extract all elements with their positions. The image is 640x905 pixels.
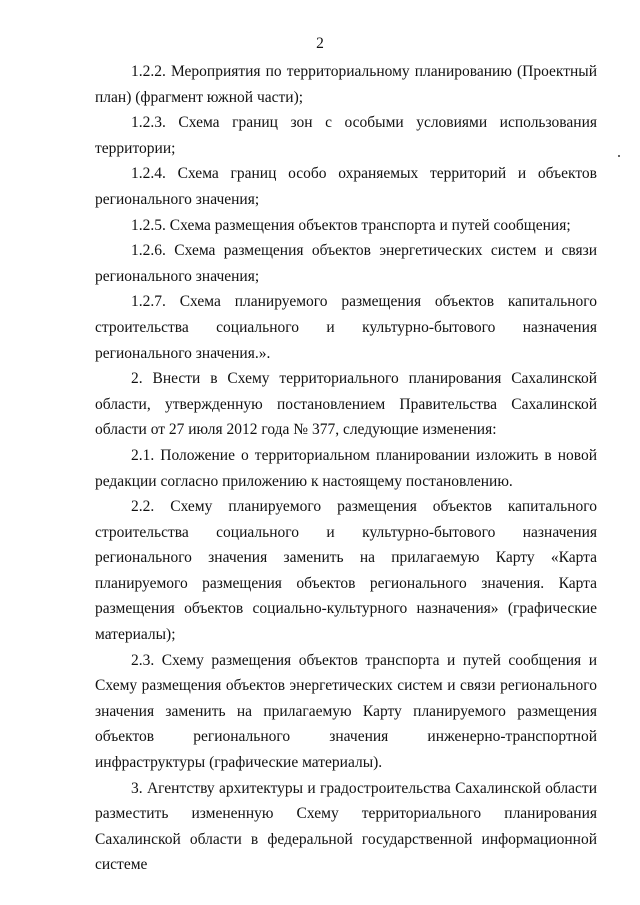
paragraph-1-2-2: 1.2.2. Мероприятия по территориальному планированию (Проектный план) (фрагмент южной части); (95, 63, 597, 106)
scan-speck (618, 155, 620, 157)
paragraph-2-1: 2.1. Положение о территориальном планировании изложить в новой редакции согласно приложению к настоящему постановлению. (95, 446, 597, 490)
paragraph-1-2-3: 1.2.3. Схема границ зон с особыми условиями использования территории; (95, 114, 597, 157)
paragraph-1-2-4: 1.2.4. Схема границ особо охраняемых территорий и объектов регионального значения; (95, 165, 597, 208)
paragraph-2: 2. Внести в Схему территориального планирования Сахалинской области, утвержденную постановлением Правительства Сахалинской области от 27 июля 2012 года № 377, следующие изменения: (95, 370, 597, 439)
paragraph-1-2-6: 1.2.6. Схема размещения объектов энергетических систем и связи регионального значения; (95, 242, 597, 285)
page-number: 2 (316, 35, 324, 52)
paragraph-3: 3. Агентству архитектуры и градостроительства Сахалинской области разместить измененную Схему территориального планирования Сахалинской области в федеральной государственной информационной системе (95, 779, 597, 874)
document-body (95, 59, 597, 878)
paragraph-1-2-7: 1.2.7. Схема планируемого размещения объектов капитального строительства социального и культурно-бытового назначения регионального значения.». (95, 293, 597, 362)
paragraph-1-2-5: 1.2.5. Схема размещения объектов транспорта и путей сообщения; (131, 216, 571, 234)
paragraph-2-3: 2.3. Схему размещения объектов транспорта и путей сообщения и Схему размещения объектов энергетических систем и связи регионального значения заменить на прилагаемую Карту планируемого размещения объектов регионального значения инженерно-транспортной инфраструктуры (графические материалы). (95, 651, 597, 772)
paragraph-2-2: 2.2. Схему планируемого размещения объектов капитального строительства социального и культурно-бытового назначения регионального значения заменить на прилагаемую Карту «Карта планируемого размещения объектов регионального значения. Карта размещения объектов социально-культурного назначения» (графические материалы); (95, 498, 597, 644)
